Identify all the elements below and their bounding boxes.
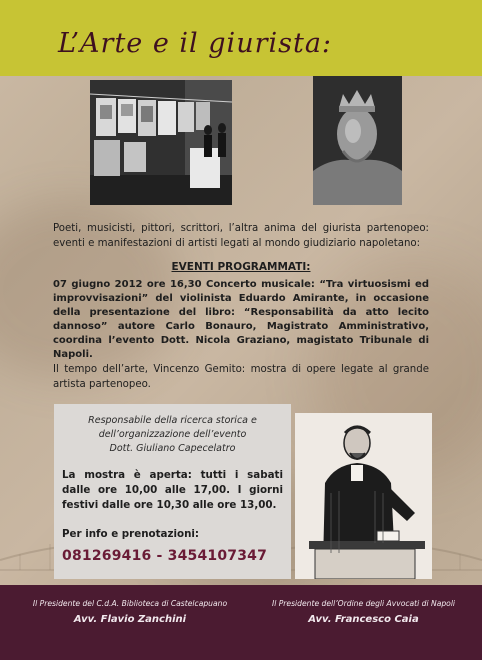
responsible-name: Dott. Giuliano Capecelatro: [109, 443, 236, 454]
signatory-name: Avv. Francesco Caia: [308, 614, 419, 625]
concert-event: 07 giugno 2012 ore 16,30 Concerto musicale: “Tra virtuosismi ed improvvisazioni” del violinista Eduardo Amirante, in occasione della presentazione del libro: “Responsabilità da atto lecito dannoso” autore Carlo Bonauro, Magistrato Amministrativo, coordina l’evento Dott. Nicola Graziano, magistato Tribunale di Napoli.: [53, 279, 429, 360]
signatory-name: Avv. Flavio Zanchini: [73, 614, 187, 625]
gemito-exhibition: Il tempo dell’arte, Vincenzo Gemito: mostra di opere legate al grande artista partenopeo.: [53, 364, 429, 390]
info-box: [54, 404, 291, 579]
booking-label: Per info e prenotazioni:: [62, 528, 200, 540]
responsible-credit: [54, 414, 291, 456]
responsible-line: Responsabile della ricerca storica e: [88, 415, 257, 426]
footer-right-signatory: [256, 599, 471, 625]
street-market-photo: [90, 80, 232, 205]
footer-left-signatory: [30, 599, 230, 625]
intro-paragraph: Poeti, musicisti, pittori, scrittori, l’altra anima del giurista partenopeo: eventi e manifestazioni di artisti legati al mondo giudiziario napoletano:: [53, 223, 429, 249]
signatory-role: Il Presidente dell’Ordine degli Avvocati di Napoli: [271, 599, 456, 608]
page-title: L’Arte e il giurista:: [58, 28, 333, 59]
crowned-statue-photo: [313, 76, 402, 205]
responsible-line: dell’organizzazione dell’evento: [98, 429, 247, 440]
title-banner: [0, 0, 482, 76]
signatory-role: Il Presidente del C.d.A. Biblioteca di Castelcapuano: [32, 599, 228, 608]
phone-numbers[interactable]: 081269416 - 3454107347: [62, 548, 268, 564]
events-heading: EVENTI PROGRAMMATI:: [171, 261, 311, 273]
opening-hours: La mostra è aperta: tutti i sabati dalle ore 10,00 alle 17,00. I giorni festivi dalle ore 10,30 alle ore 13,00.: [62, 469, 283, 511]
lawyer-portrait-engraving: [295, 413, 432, 579]
footer-bar: [0, 585, 482, 660]
